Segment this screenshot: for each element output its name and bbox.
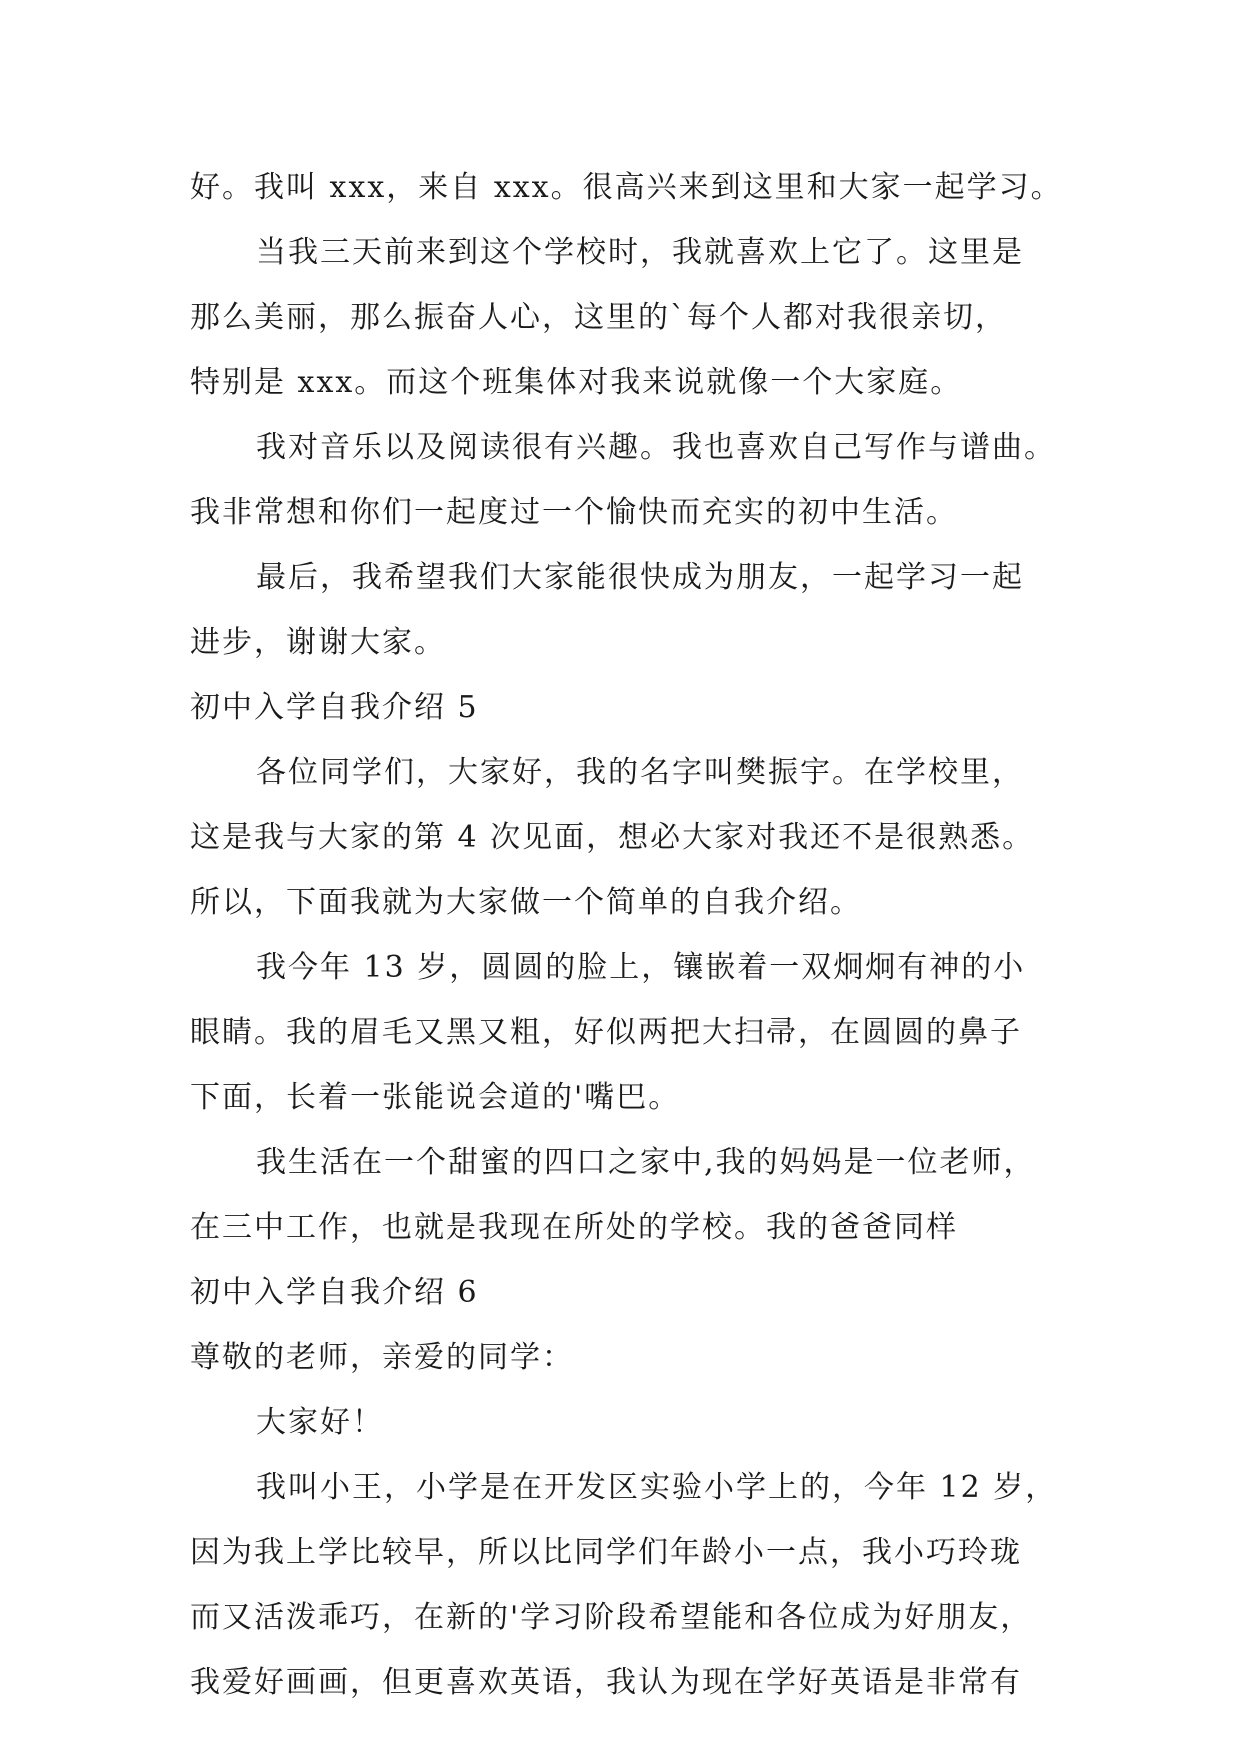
text-line: 我生活在一个甜蜜的四口之家中,我的妈妈是一位老师，	[256, 1145, 1036, 1180]
text-line: 我叫小王，小学是在开发区实验小学上的，今年 12 岁，	[256, 1470, 1058, 1505]
text-line: 好。我叫 xxx，来自 xxx。很高兴来到这里和大家一起学习。	[190, 170, 1063, 205]
text-line: 我对音乐以及阅读很有兴趣。我也喜欢自己写作与谱曲。	[256, 430, 1056, 465]
text-line: 特别是 xxx。而这个班集体对我来说就像一个大家庭。	[190, 365, 963, 400]
text-line: 眼睛。我的眉毛又黑又粗，好似两把大扫帚，在圆圆的鼻子	[190, 1015, 1022, 1050]
text-line: 我今年 13 岁，圆圆的脸上，镶嵌着一双炯炯有神的小	[256, 950, 1026, 985]
text-line: 各位同学们，大家好，我的名字叫樊振宇。在学校里，	[256, 755, 1024, 790]
salutation: 尊敬的老师，亲爱的同学：	[190, 1340, 574, 1375]
text-line: 那么美丽，那么振奋人心，这里的`每个人都对我很亲切，	[190, 300, 1007, 335]
section-heading: 初中入学自我介绍 6	[190, 1275, 479, 1310]
text-line: 最后，我希望我们大家能很快成为朋友，一起学习一起	[256, 560, 1024, 595]
text-line: 我非常想和你们一起度过一个愉快而充实的初中生活。	[190, 495, 958, 530]
section-heading: 初中入学自我介绍 5	[190, 690, 479, 725]
text-line: 进步，谢谢大家。	[190, 625, 446, 660]
text-line: 所以，下面我就为大家做一个简单的自我介绍。	[190, 885, 862, 920]
text-line: 在三中工作，也就是我现在所处的学校。我的爸爸同样	[190, 1210, 958, 1245]
text-line: 而又活泼乖巧，在新的'学习阶段希望能和各位成为好朋友，	[190, 1600, 1033, 1635]
greeting: 大家好！	[256, 1405, 384, 1440]
text-line: 这是我与大家的第 4 次见面，想必大家对我还不是很熟悉。	[190, 820, 1035, 855]
text-line: 因为我上学比较早，所以比同学们年龄小一点，我小巧玲珑	[190, 1535, 1022, 1570]
text-line: 当我三天前来到这个学校时，我就喜欢上它了。这里是	[256, 235, 1024, 270]
text-line: 我爱好画画，但更喜欢英语，我认为现在学好英语是非常有	[190, 1665, 1022, 1700]
text-line: 下面，长着一张能说会道的'嘴巴。	[190, 1080, 681, 1115]
document-body	[190, 155, 1070, 1715]
